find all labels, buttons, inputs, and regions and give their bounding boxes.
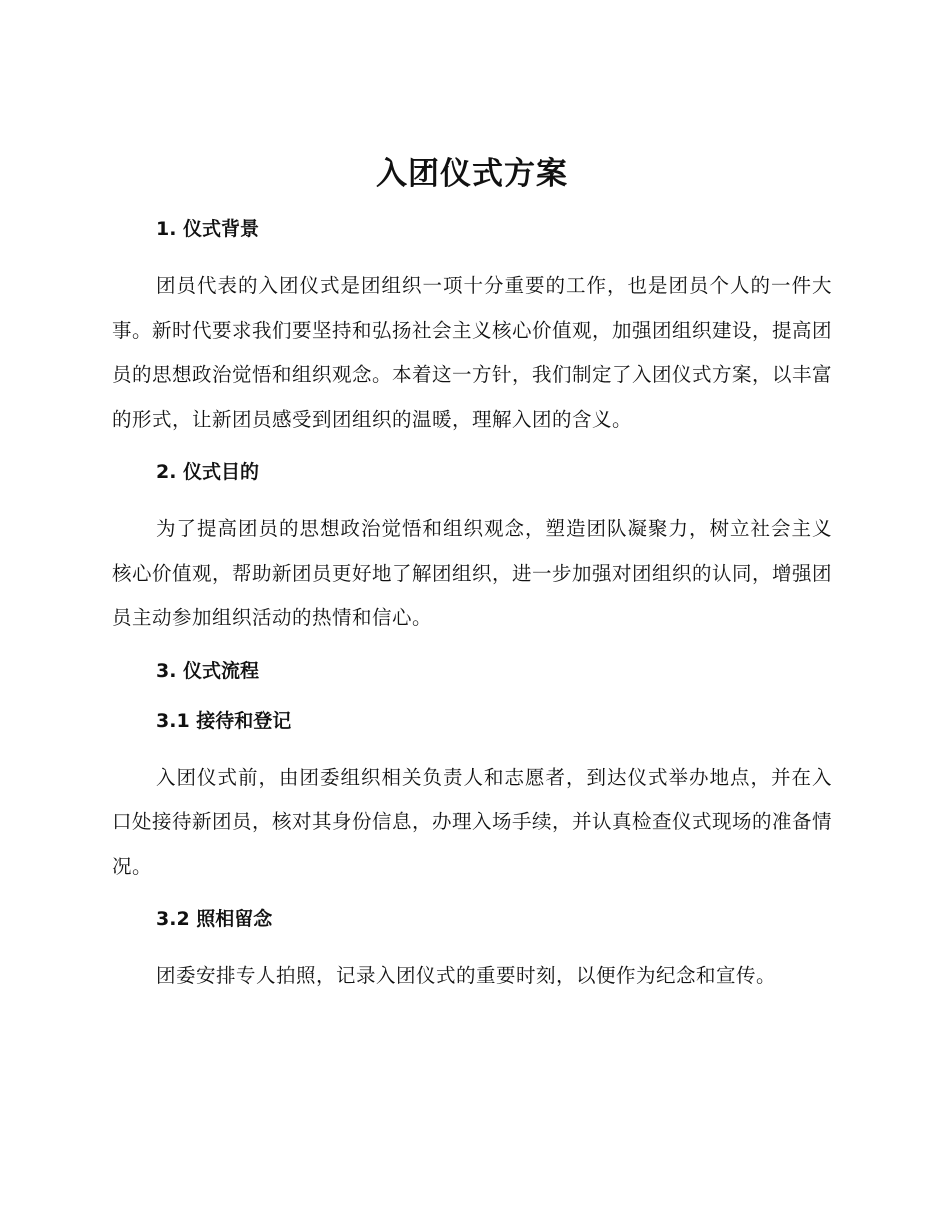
- document-title: 入团仪式方案: [376, 156, 568, 192]
- section-body-reception: 入团仪式前，由团委组织相关负责人和志愿者，到达仪式举办地点，并在入口处接待新团员，核对其身份信息，办理入场手续，并认真检查仪式现场的准备情况。: [112, 765, 833, 878]
- section-body-purpose: 为了提高团员的思想政治觉悟和组织观念，塑造团队凝聚力，树立社会主义核心价值观，帮助新团员更好地了解团组织，进一步加强对团组织的认同，增强团员主动参加组织活动的热情和信心。: [112, 517, 833, 629]
- document-page: [112, 150, 832, 1012]
- section-heading-reception: 3.1 接待和登记: [156, 709, 292, 732]
- section-heading-photo: 3.2 照相留念: [156, 908, 273, 930]
- section-heading-background: 1. 仪式背景: [156, 218, 260, 240]
- section-heading-purpose: 2. 仪式目的: [156, 461, 260, 483]
- section-heading-flow: 3. 仪式流程: [156, 659, 260, 682]
- section-body-photo: 团委安排专人拍照，记录入团仪式的重要时刻，以便作为纪念和宣传。: [156, 964, 777, 987]
- section-body-background: 团员代表的入团仪式是团组织一项十分重要的工作，也是团员个人的一件大事。新时代要求我们要坚持和弘扬社会主义核心价值观，加强团组织建设，提高团员的思想政治觉悟和组织观念。本着这一方针，我们制定了入团仪式方案，以丰富的形式，让新团员感受到团组织的温暖，理解入团的含义。: [112, 274, 833, 431]
